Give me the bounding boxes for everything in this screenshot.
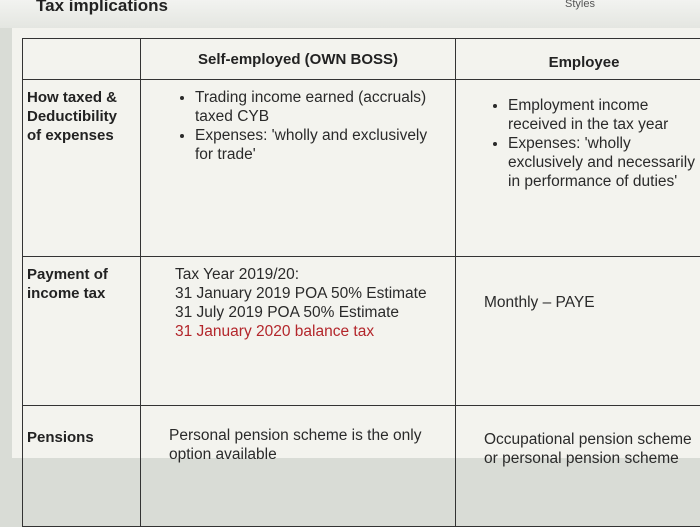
table-row — [23, 80, 700, 257]
self-employed-cell — [141, 80, 456, 257]
page-title: Tax implications — [36, 0, 168, 16]
employee-cell — [456, 80, 700, 257]
row-label-line: Pensions — [27, 428, 140, 447]
payment-line: 31 July 2019 POA 50% Estimate — [175, 303, 449, 322]
payment-line-highlight: 31 January 2020 balance tax — [175, 322, 449, 341]
self-employed-cell — [141, 257, 456, 406]
bullet-item: • Expenses: 'wholly exclusively and necessarily in performance of duties' — [508, 134, 700, 191]
row-label — [23, 257, 141, 406]
header-row — [23, 39, 700, 80]
slide — [12, 28, 700, 458]
row-label-line: Payment of — [27, 265, 140, 284]
header-self-employed: Self-employed (OWN BOSS) — [141, 39, 456, 80]
row-label-line: Deductibility — [27, 107, 140, 126]
pension-self-employed-text: Personal pension scheme is the only option available — [169, 427, 421, 463]
row-label — [23, 80, 141, 257]
row-label — [23, 406, 141, 527]
employee-cell — [456, 257, 700, 406]
header-empty — [23, 39, 141, 80]
row-label-line: How taxed & — [27, 88, 140, 107]
employee-cell — [456, 406, 700, 527]
header-employee: Employee — [456, 39, 700, 80]
employee-payment-text: Monthly – PAYE — [484, 294, 595, 311]
bullet-list — [171, 88, 449, 164]
top-bar — [0, 0, 700, 28]
bullet-item: • Trading income earned (accruals) taxed CYB — [195, 88, 449, 126]
table-row — [23, 406, 700, 527]
table-row — [23, 257, 700, 406]
bullet-list — [484, 96, 700, 191]
pension-employee-text: Occupational pension scheme or personal pension scheme — [484, 431, 692, 467]
styles-label[interactable]: Styles — [565, 0, 595, 10]
self-employed-cell — [141, 406, 456, 527]
bullet-item: • Expenses: 'wholly and exclusively for trade' — [195, 126, 449, 164]
row-label-line: income tax — [27, 284, 140, 303]
row-label-line: of expenses — [27, 126, 140, 145]
bullet-item: • Employment income received in the tax year — [508, 96, 700, 134]
tax-table — [22, 38, 700, 527]
payment-line: 31 January 2019 POA 50% Estimate — [175, 284, 449, 303]
payment-line: Tax Year 2019/20: — [175, 265, 449, 284]
